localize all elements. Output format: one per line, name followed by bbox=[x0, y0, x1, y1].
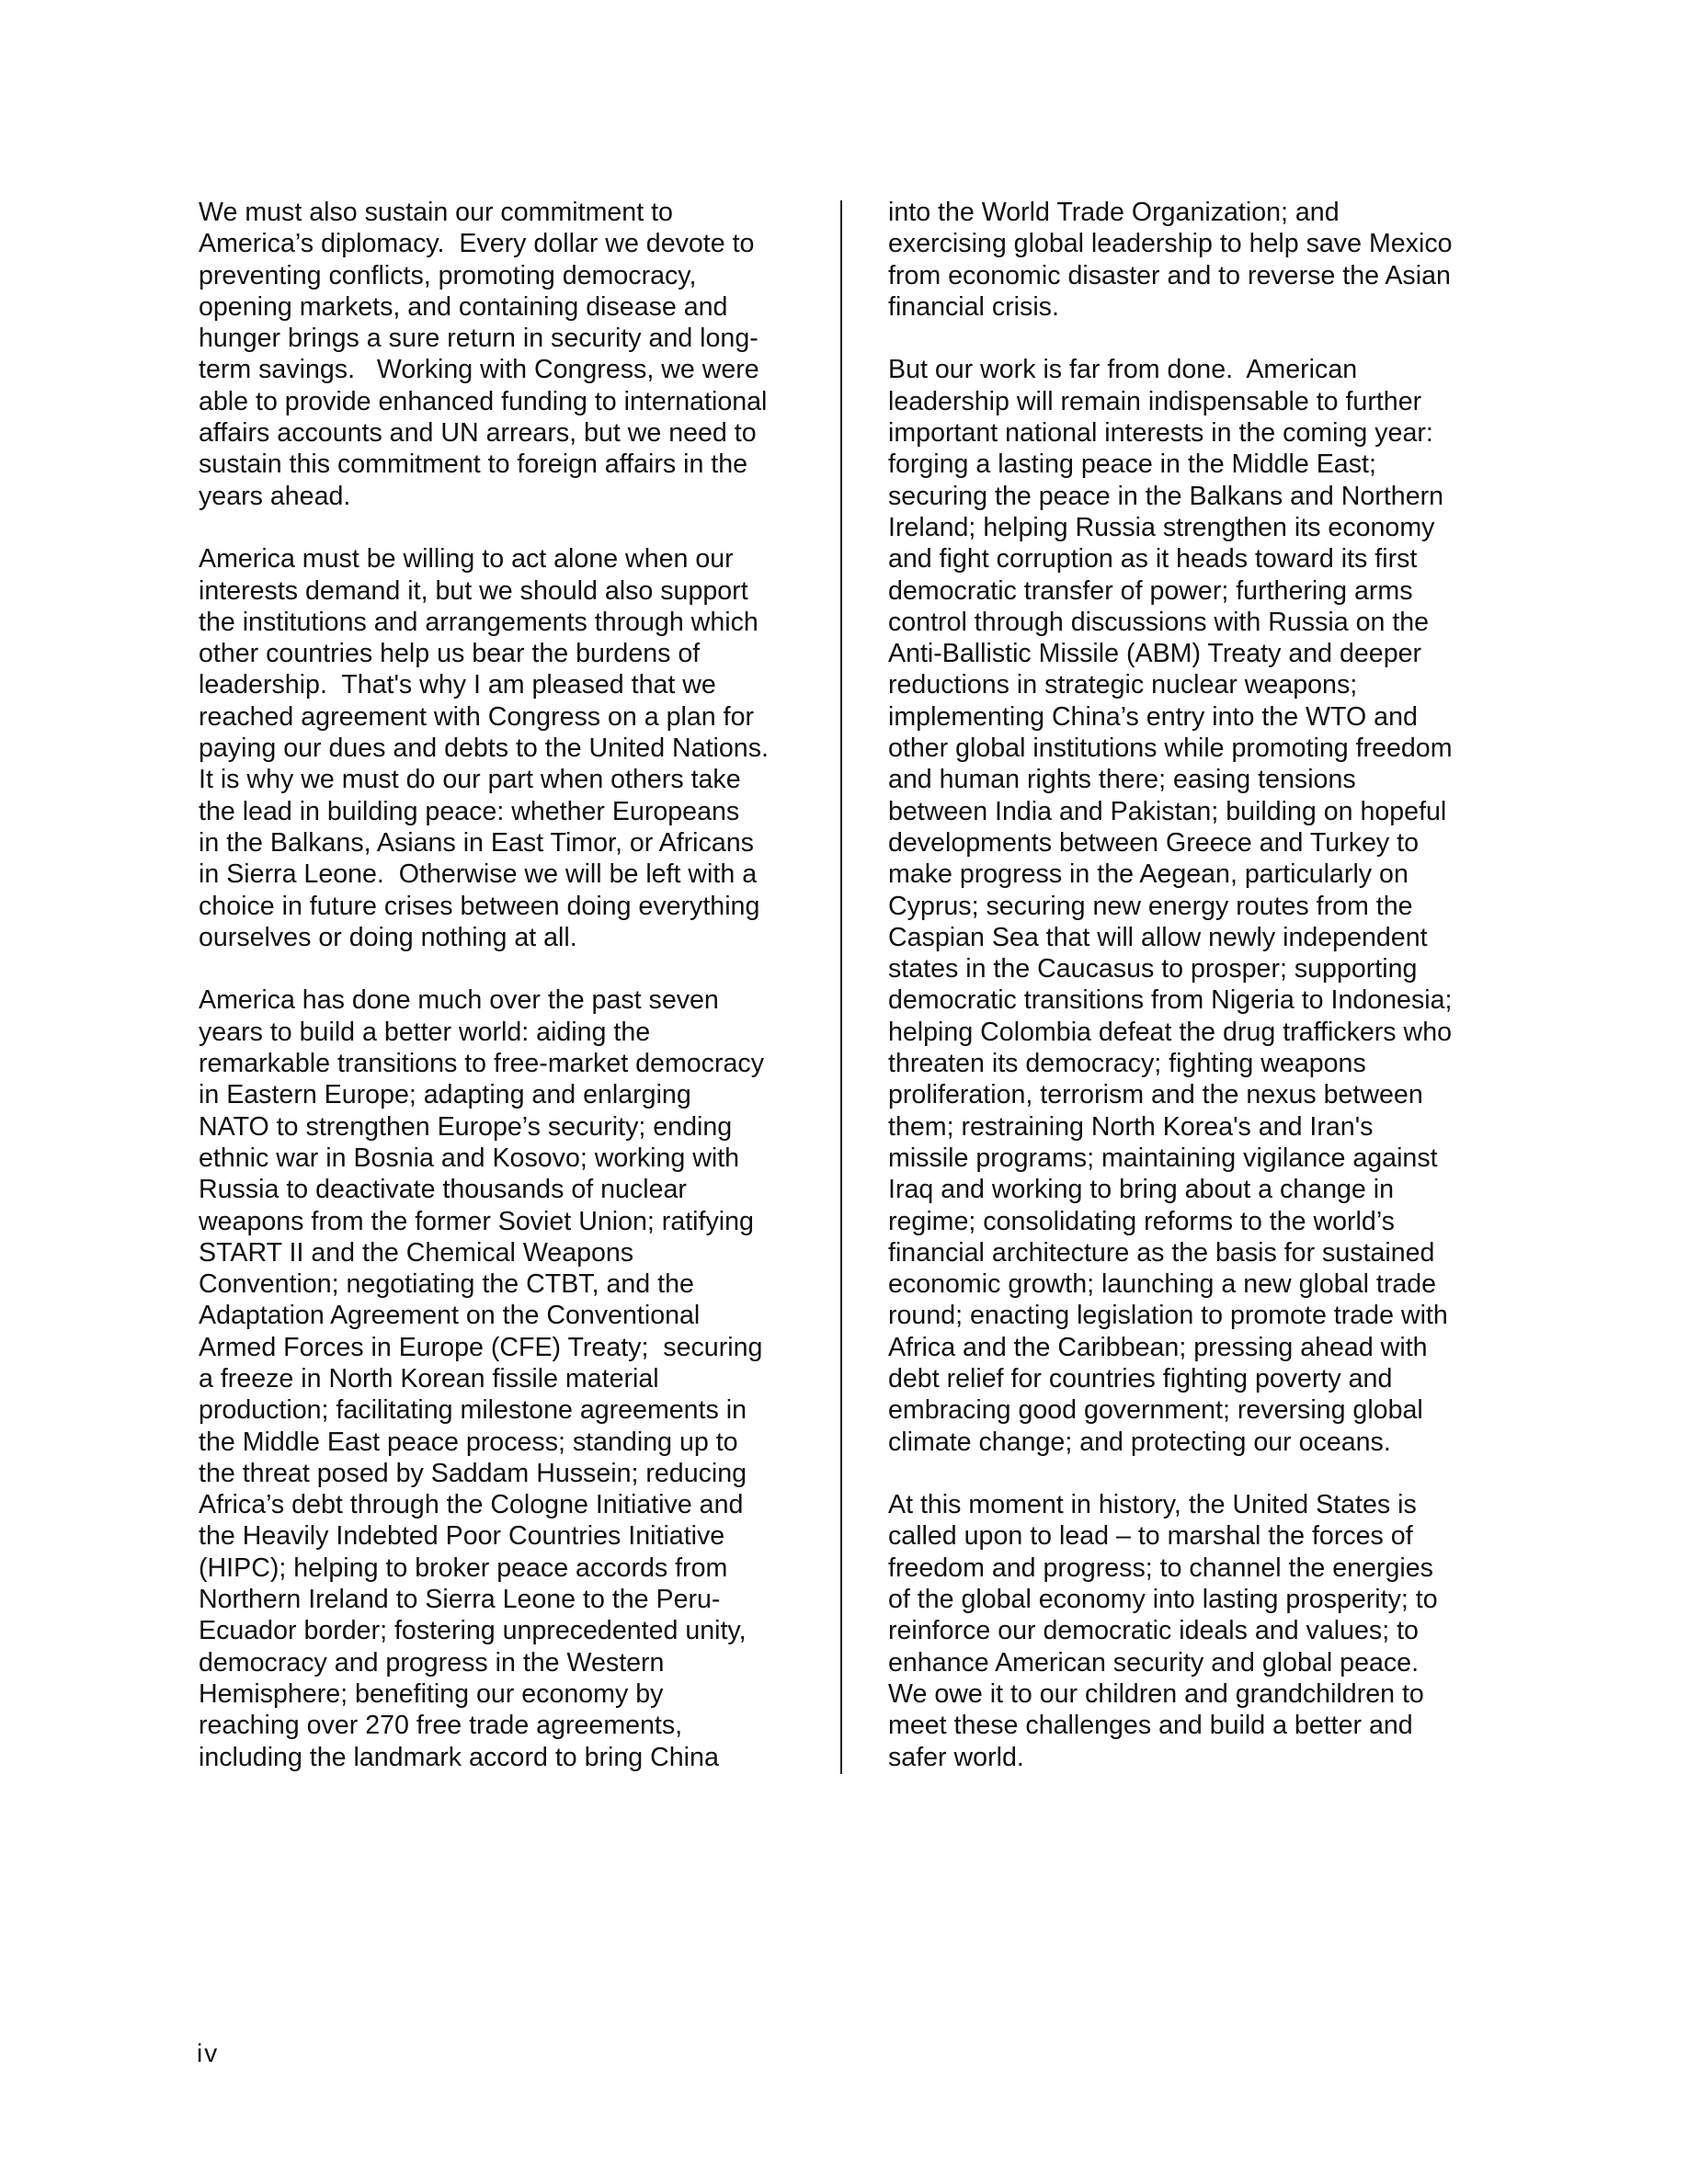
text-line: helping Colombia defeat the drug traffickers who bbox=[888, 1017, 1453, 1047]
text-line: interests demand it, but we should also support bbox=[199, 575, 748, 606]
paragraph-gap bbox=[199, 512, 805, 543]
text-line: leadership will remain indispensable to further bbox=[888, 386, 1422, 416]
text-line: important national interests in the coming year: bbox=[888, 418, 1433, 449]
text-line: including the landmark accord to bring China bbox=[199, 1742, 719, 1772]
text-line: America must be willing to act alone when our bbox=[199, 544, 734, 574]
text-line: years to build a better world: aiding the bbox=[199, 1017, 651, 1047]
paragraph bbox=[199, 197, 805, 512]
text-line: between India and Pakistan; building on hopeful bbox=[888, 796, 1447, 826]
text-line: the institutions and arrangements through which bbox=[199, 607, 758, 637]
text-line: debt relief for countries fighting poverty and bbox=[888, 1363, 1393, 1393]
text-line: Africa’s debt through the Cologne Initiative and bbox=[199, 1490, 744, 1520]
text-line: economic growth; launching a new global trade bbox=[888, 1269, 1437, 1300]
text-line: remarkable transitions to free-market democracy bbox=[199, 1049, 764, 1079]
text-line: choice in future crises between doing everything bbox=[199, 891, 760, 921]
text-line: Convention; negotiating the CTBT, and the bbox=[199, 1269, 694, 1300]
text-line: financial crisis. bbox=[888, 291, 1059, 322]
text-line: embracing good government; reversing global bbox=[888, 1395, 1423, 1426]
text-line: leadership. That's why I am pleased that we bbox=[199, 670, 716, 700]
text-line: in the Balkans, Asians in East Timor, or Africans bbox=[199, 827, 754, 858]
text-line: and human rights there; easing tensions bbox=[888, 765, 1356, 795]
text-line: It is why we must do our part when others take bbox=[199, 765, 741, 795]
text-line: Ireland; helping Russia strengthen its economy bbox=[888, 512, 1435, 542]
text-line: Iraq and working to bring about a change in bbox=[888, 1175, 1395, 1205]
page-number: iv bbox=[197, 2039, 220, 2067]
text-line: Russia to deactivate thousands of nuclear bbox=[199, 1175, 687, 1205]
text-line: Africa and the Caribbean; pressing ahead with bbox=[888, 1332, 1428, 1362]
text-line: the threat posed by Saddam Hussein; reducing bbox=[199, 1458, 747, 1488]
text-line: Northern Ireland to Sierra Leone to the Peru- bbox=[199, 1585, 721, 1615]
text-line: enhance American security and global peace. bbox=[888, 1647, 1420, 1678]
text-line: safer world. bbox=[888, 1742, 1024, 1772]
text-line: financial architecture as the basis for sustained bbox=[888, 1237, 1435, 1268]
text-line: climate change; and protecting our oceans. bbox=[888, 1427, 1391, 1457]
text-line: NATO to strengthen Europe’s security; ending bbox=[199, 1111, 733, 1142]
text-line: But our work is far from done. American bbox=[888, 355, 1358, 385]
text-line: Adaptation Agreement on the Conventional bbox=[199, 1301, 701, 1331]
text-line: Armed Forces in Europe (CFE) Treaty; securing bbox=[199, 1332, 763, 1362]
text-line: freedom and progress; to channel the energies bbox=[888, 1553, 1433, 1583]
column-divider bbox=[840, 200, 842, 1774]
text-line: START II and the Chemical Weapons bbox=[199, 1237, 634, 1268]
text-line: from economic disaster and to reverse the Asian bbox=[888, 260, 1451, 290]
text-line: Caspian Sea that will allow newly independent bbox=[888, 922, 1428, 952]
text-line: America has done much over the past seven bbox=[199, 985, 719, 1016]
text-line: Anti-Ballistic Missile (ABM) Treaty and deeper bbox=[888, 639, 1422, 669]
text-line: missile programs; maintaining vigilance against bbox=[888, 1143, 1438, 1173]
text-line: implementing China’s entry into the WTO and bbox=[888, 701, 1418, 732]
text-line: production; facilitating milestone agreements in bbox=[199, 1395, 747, 1426]
text-line: proliferation, terrorism and the nexus between bbox=[888, 1080, 1423, 1110]
text-line: sustain this commitment to foreign affairs in the bbox=[199, 449, 748, 480]
text-line: states in the Caucasus to prosper; supporting bbox=[888, 954, 1418, 984]
text-line: into the World Trade Organization; and bbox=[888, 198, 1340, 227]
text-line: hunger brings a sure return in security and long- bbox=[199, 324, 758, 354]
text-line: democracy and progress in the Western bbox=[199, 1647, 665, 1678]
text-line: (HIPC); helping to broker peace accords from bbox=[199, 1553, 728, 1583]
text-line: the lead in building peace: whether Europeans bbox=[199, 796, 740, 826]
text-line: the Heavily Indebted Poor Countries Initiative bbox=[199, 1521, 725, 1552]
text-line: other global institutions while promoting freedom bbox=[888, 734, 1453, 764]
text-line: reaching over 270 free trade agreements, bbox=[199, 1711, 683, 1741]
text-line: paying our dues and debts to the United Nations. bbox=[199, 734, 769, 764]
text-line: make progress in the Aegean, particularly on bbox=[888, 859, 1409, 890]
text-line: term savings. Working with Congress, we were bbox=[199, 355, 759, 385]
text-line: affairs accounts and UN arrears, but we need to bbox=[199, 418, 757, 449]
paragraph-gap bbox=[888, 1458, 1495, 1489]
text-line: preventing conflicts, promoting democracy, bbox=[199, 260, 697, 290]
text-line: a freeze in North Korean fissile material bbox=[199, 1363, 659, 1393]
text-line: years ahead. bbox=[199, 481, 351, 511]
text-line: called upon to lead – to marshal the forces of bbox=[888, 1521, 1413, 1552]
text-line: able to provide enhanced funding to international bbox=[199, 386, 768, 416]
text-line: reached agreement with Congress on a plan for bbox=[199, 701, 755, 732]
text-line: democratic transitions from Nigeria to Indonesia; bbox=[888, 985, 1453, 1016]
text-line: in Eastern Europe; adapting and enlarging bbox=[199, 1080, 691, 1110]
text-line: At this moment in history, the United States is bbox=[888, 1490, 1417, 1520]
text-line: ethnic war in Bosnia and Kosovo; working with bbox=[199, 1143, 740, 1173]
text-line: other countries help us bear the burdens of bbox=[199, 639, 701, 669]
text-line: round; enacting legislation to promote trade with bbox=[888, 1301, 1448, 1331]
text-line: We must also sustain our commitment to bbox=[199, 198, 673, 227]
paragraph-gap bbox=[199, 953, 805, 984]
text-line: them; restraining North Korea's and Iran's bbox=[888, 1111, 1374, 1142]
text-line: of the global economy into lasting prosperity; to bbox=[888, 1585, 1438, 1615]
text-line: Hemisphere; benefiting our economy by bbox=[199, 1678, 664, 1709]
text-line: Ecuador border; fostering unprecedented unity, bbox=[199, 1616, 747, 1646]
text-line: in Sierra Leone. Otherwise we will be left with a bbox=[199, 859, 758, 890]
text-line: threaten its democracy; fighting weapons bbox=[888, 1049, 1366, 1079]
text-line: ourselves or doing nothing at all. bbox=[199, 922, 577, 952]
paragraph bbox=[888, 1489, 1495, 1773]
text-line: democratic transfer of power; furthering arms bbox=[888, 575, 1413, 606]
text-line: opening markets, and containing disease and bbox=[199, 291, 728, 322]
paragraph bbox=[888, 197, 1495, 323]
text-line: the Middle East peace process; standing up to bbox=[199, 1427, 738, 1457]
text-line: reinforce our democratic ideals and values; to bbox=[888, 1616, 1419, 1646]
text-line: America’s diplomacy. Every dollar we devote to bbox=[199, 229, 755, 259]
left-column bbox=[199, 197, 805, 1773]
paragraph-gap bbox=[888, 323, 1495, 354]
text-line: securing the peace in the Balkans and Northern bbox=[888, 481, 1444, 511]
paragraph bbox=[199, 543, 805, 953]
text-line: meet these challenges and build a better and bbox=[888, 1711, 1413, 1741]
text-line: exercising global leadership to help save Mexico bbox=[888, 229, 1453, 259]
text-line: reductions in strategic nuclear weapons; bbox=[888, 670, 1358, 700]
paragraph bbox=[199, 984, 805, 1772]
paragraph bbox=[888, 354, 1495, 1457]
text-line: We owe it to our children and grandchildren to bbox=[888, 1678, 1424, 1709]
right-column bbox=[888, 197, 1495, 1773]
text-line: Cyprus; securing new energy routes from the bbox=[888, 891, 1413, 921]
text-line: weapons from the former Soviet Union; ratifying bbox=[199, 1206, 754, 1236]
text-line: developments between Greece and Turkey to bbox=[888, 827, 1419, 858]
text-line: forging a lasting peace in the Middle East; bbox=[888, 449, 1376, 480]
text-line: control through discussions with Russia on the bbox=[888, 607, 1430, 637]
text-line: regime; consolidating reforms to the world’s bbox=[888, 1206, 1395, 1236]
text-line: and fight corruption as it heads toward its first bbox=[888, 544, 1418, 574]
